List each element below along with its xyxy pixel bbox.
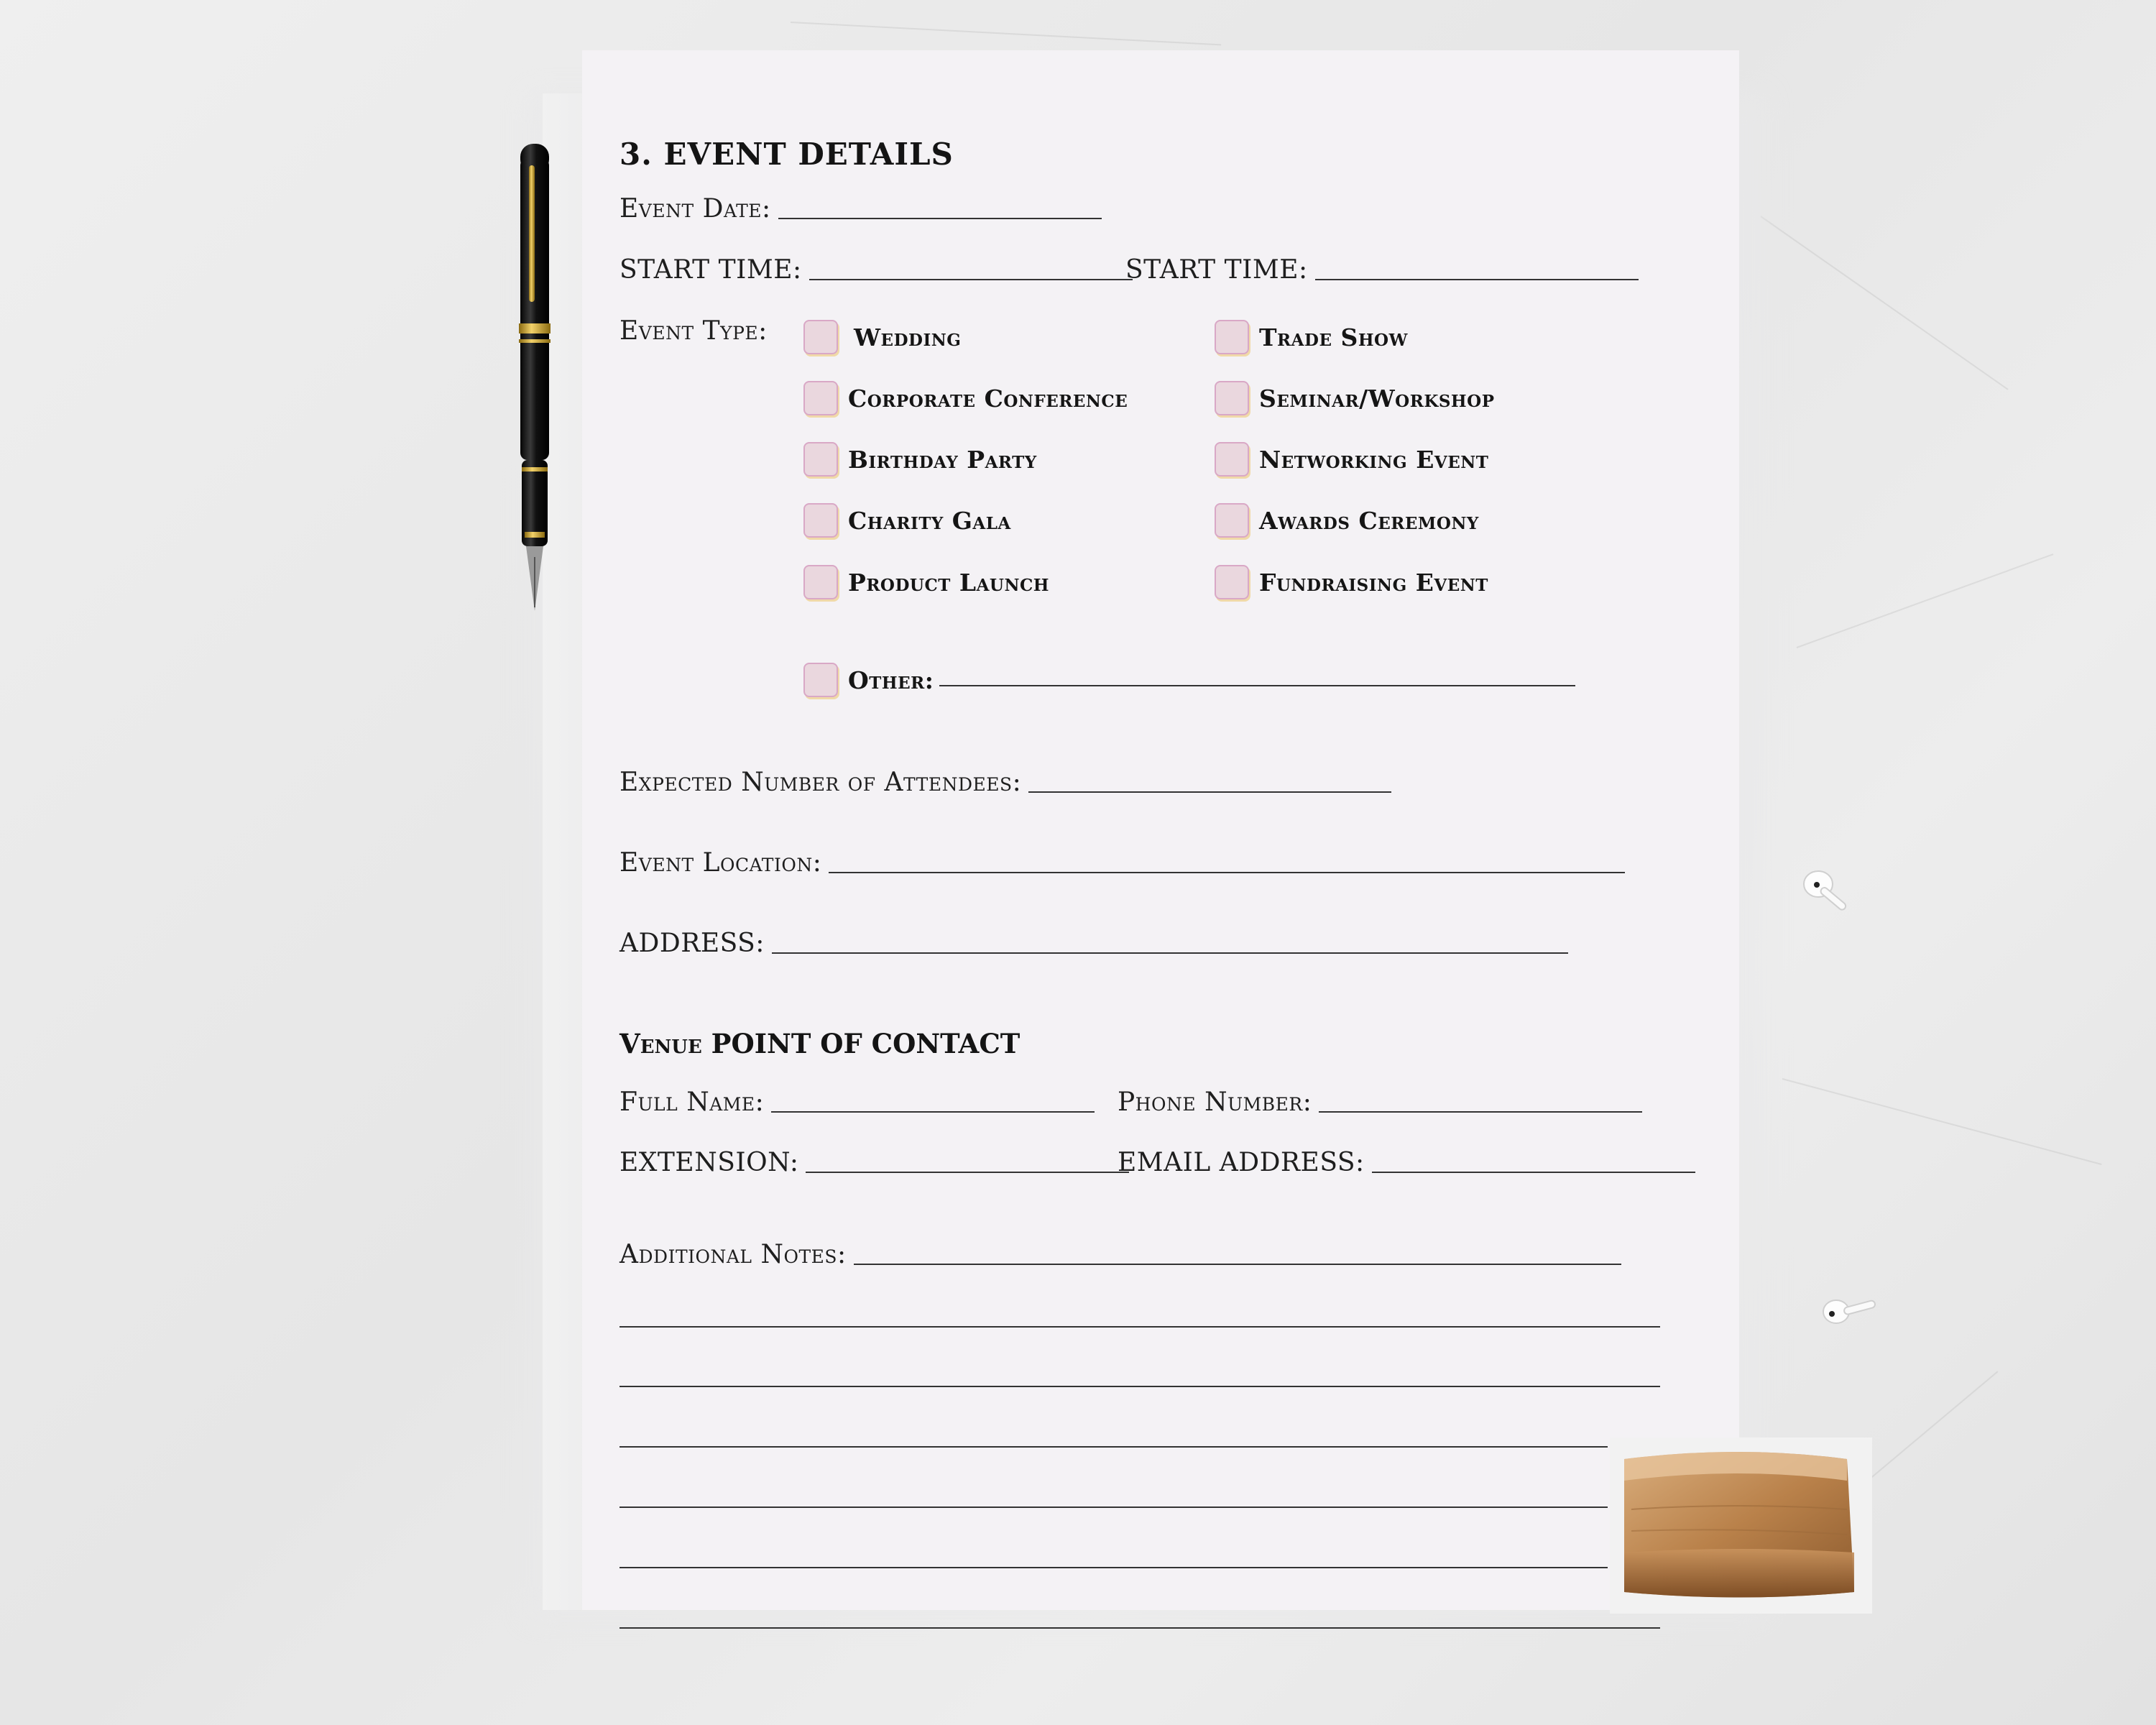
address-field[interactable] [619,929,1568,958]
phone-label: Phone Number: [1118,1087,1312,1117]
option-label: Awards Ceremony [1259,506,1479,535]
checkbox[interactable] [803,381,838,415]
notes-field[interactable] [619,1240,1621,1269]
extension-label: EXTENSION: [619,1148,799,1177]
fountain-pen-icon [515,144,555,618]
attendees-line[interactable] [1028,790,1391,793]
option-label: Other: [848,666,934,694]
event-type-option-fundraising-event[interactable] [1215,565,1488,599]
marble-vein [1782,1078,2102,1165]
event-date-field[interactable] [619,194,1102,224]
event-type-option-networking-event[interactable] [1215,442,1488,477]
full-name-line[interactable] [771,1110,1095,1113]
checkbox[interactable] [803,565,838,599]
start-time-line-2[interactable] [1315,277,1639,280]
extension-line[interactable] [806,1170,1129,1173]
other-line[interactable] [939,684,1575,686]
option-label: Wedding [854,323,962,351]
location-field[interactable] [619,848,1625,878]
full-name-field[interactable] [619,1087,1095,1117]
marble-vein [1797,553,2054,648]
email-field[interactable] [1118,1148,1695,1177]
event-date-label: Event Date: [619,194,771,224]
event-type-option-birthday-party[interactable] [803,442,1037,477]
start-time-line-1[interactable] [809,277,1133,280]
address-line[interactable] [772,951,1568,954]
event-type-option-charity-gala[interactable] [803,503,1011,538]
event-type-option-awards-ceremony[interactable] [1215,503,1479,538]
event-type-option-wedding[interactable] [803,320,961,354]
event-type-label: Event Type: [619,316,768,346]
address-label: ADDRESS: [619,929,765,958]
event-type-option-product-launch[interactable] [803,565,1049,599]
checkbox[interactable] [1215,381,1249,415]
earbud-icon [1815,1287,1879,1337]
option-label: Seminar/Workshop [1259,384,1495,413]
email-label: EMAIL ADDRESS: [1118,1148,1365,1177]
section-title: 3. EVENT DETAILS [619,137,954,172]
start-time-field-2[interactable] [1125,255,1639,285]
notes-line[interactable] [854,1262,1621,1265]
phone-line[interactable] [1319,1110,1642,1113]
checkbox[interactable] [803,663,838,697]
notes-line[interactable] [619,1506,1608,1508]
marble-vein [1760,216,2008,390]
start-time-label-1: START TIME: [619,255,802,285]
option-label: Product Launch [848,568,1050,597]
option-label: Fundraising Event [1259,568,1488,597]
checkbox[interactable] [1215,442,1249,477]
event-date-line[interactable] [778,216,1102,219]
wooden-stamp-icon [1610,1438,1872,1614]
start-time-label-2: START TIME: [1125,255,1308,285]
notes-line[interactable] [619,1326,1660,1328]
option-label: Birthday Party [848,445,1037,474]
checkbox[interactable] [1215,503,1249,538]
phone-field[interactable] [1118,1087,1642,1117]
earbud-icon [1797,866,1861,916]
venue-contact-heading: Venue POINT OF CONTACT [619,1028,1021,1059]
extension-field[interactable] [619,1148,1129,1177]
checkbox[interactable] [803,442,838,477]
event-type-option-seminar-workshop[interactable] [1215,381,1495,415]
event-type-option-corporate-conference[interactable] [803,381,1128,415]
event-type-field [619,316,775,346]
checkbox[interactable] [1215,565,1249,599]
location-line[interactable] [829,870,1625,873]
start-time-field-1[interactable] [619,255,1133,285]
notes-line[interactable] [619,1627,1660,1629]
notes-line[interactable] [619,1567,1608,1568]
option-label: Networking Event [1259,445,1489,474]
option-label: Trade Show [1259,323,1408,351]
email-line[interactable] [1372,1170,1695,1173]
notes-label: Additional Notes: [619,1240,847,1269]
event-type-option-trade-show[interactable] [1215,320,1408,354]
marble-vein [791,22,1221,45]
checkbox[interactable] [1215,320,1249,354]
checkbox[interactable] [803,503,838,538]
location-label: Event Location: [619,848,822,878]
full-name-label: Full Name: [619,1087,765,1117]
notes-line[interactable] [619,1446,1608,1448]
notes-line[interactable] [619,1386,1660,1387]
option-label: Corporate Conference [848,384,1128,413]
attendees-field[interactable] [619,768,1391,797]
checkbox[interactable] [803,320,838,354]
option-label: Charity Gala [848,506,1011,535]
event-type-option-other[interactable] [803,663,1575,697]
attendees-label: Expected Number of Attendees: [619,768,1022,797]
